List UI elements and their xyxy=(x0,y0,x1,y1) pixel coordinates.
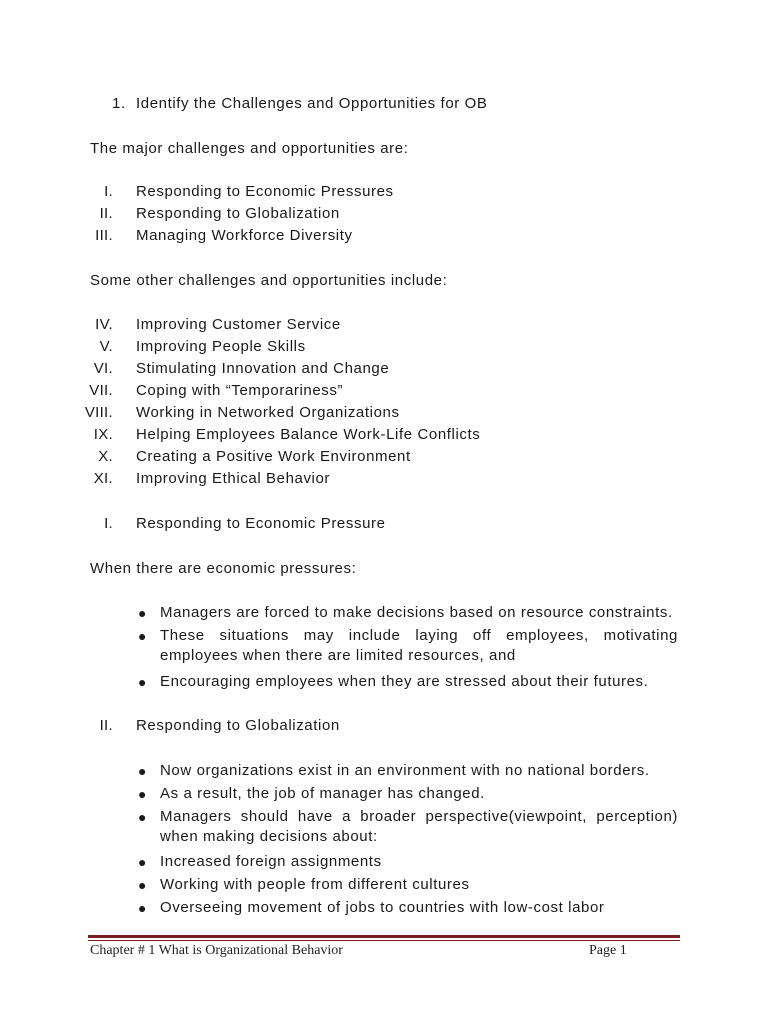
section-title: Responding to Economic Pressure xyxy=(136,515,386,532)
footer-rule xyxy=(88,935,680,938)
list-item: Managing Workforce Diversity xyxy=(136,227,353,244)
section-intro: When there are economic pressures: xyxy=(90,560,357,577)
list-item: Creating a Positive Work Environment xyxy=(136,448,411,465)
list-number: VIII. xyxy=(84,404,113,421)
section-number: I. xyxy=(104,515,113,532)
bullet-item: Overseeing movement of jobs to countries with low-cost labor xyxy=(160,899,605,916)
list-number: IX. xyxy=(93,426,113,443)
list-number: VI. xyxy=(93,360,113,377)
bullet-icon: ● xyxy=(138,854,147,870)
bullet-icon: ● xyxy=(138,877,147,893)
list-number: VII. xyxy=(89,382,113,399)
list-item: Improving Customer Service xyxy=(136,316,341,333)
list-number: III. xyxy=(95,227,113,244)
list-number: II. xyxy=(99,205,113,222)
bullet-item: These situations may include laying off employees, motivating employees when there are limited resources, and xyxy=(160,627,678,664)
list-number: X. xyxy=(98,448,113,465)
section-title: Responding to Globalization xyxy=(136,717,340,734)
list-number: XI. xyxy=(93,470,113,487)
list-number: V. xyxy=(99,338,113,355)
bullet-item: Managers are forced to make decisions based on resource constraints. xyxy=(160,604,673,621)
list-number: IV. xyxy=(95,316,113,333)
heading-number: 1. xyxy=(112,95,126,112)
list-item: Working in Networked Organizations xyxy=(136,404,400,421)
bullet-item: Now organizations exist in an environment with no national borders. xyxy=(160,762,650,779)
bullet-item: As a result, the job of manager has changed. xyxy=(160,785,485,802)
bullet-icon: ● xyxy=(138,809,147,825)
bullet-icon: ● xyxy=(138,628,147,644)
list-item: Improving People Skills xyxy=(136,338,306,355)
bullet-item: Increased foreign assignments xyxy=(160,853,382,870)
list-item: Helping Employees Balance Work-Life Conflicts xyxy=(136,426,481,443)
bullet-icon: ● xyxy=(138,900,147,916)
footer-chapter: Chapter # 1 What is Organizational Behavior xyxy=(90,943,343,958)
section-number: II. xyxy=(99,717,113,734)
bullet-icon: ● xyxy=(138,605,147,621)
list-item: Improving Ethical Behavior xyxy=(136,470,331,487)
footer-rule-thin xyxy=(88,940,680,941)
bullet-icon: ● xyxy=(138,786,147,802)
heading-title: Identify the Challenges and Opportunities for OB xyxy=(136,95,488,112)
list-number: I. xyxy=(104,183,113,200)
list-item: Responding to Globalization xyxy=(136,205,340,222)
footer-page-number: Page 1 xyxy=(589,943,627,958)
bullet-item: Managers should have a broader perspective(viewpoint, perception) when making decisions about: xyxy=(160,808,678,845)
list-item: Responding to Economic Pressures xyxy=(136,183,394,200)
bullet-icon: ● xyxy=(138,763,147,779)
intro-other: Some other challenges and opportunities include: xyxy=(90,272,448,289)
intro-major: The major challenges and opportunities are: xyxy=(90,140,409,157)
bullet-item: Encouraging employees when they are stressed about their futures. xyxy=(160,673,649,690)
bullet-icon: ● xyxy=(138,674,147,690)
list-item: Coping with “Temporariness” xyxy=(136,382,344,399)
list-item: Stimulating Innovation and Change xyxy=(136,360,390,377)
bullet-item: Working with people from different cultures xyxy=(160,876,470,893)
